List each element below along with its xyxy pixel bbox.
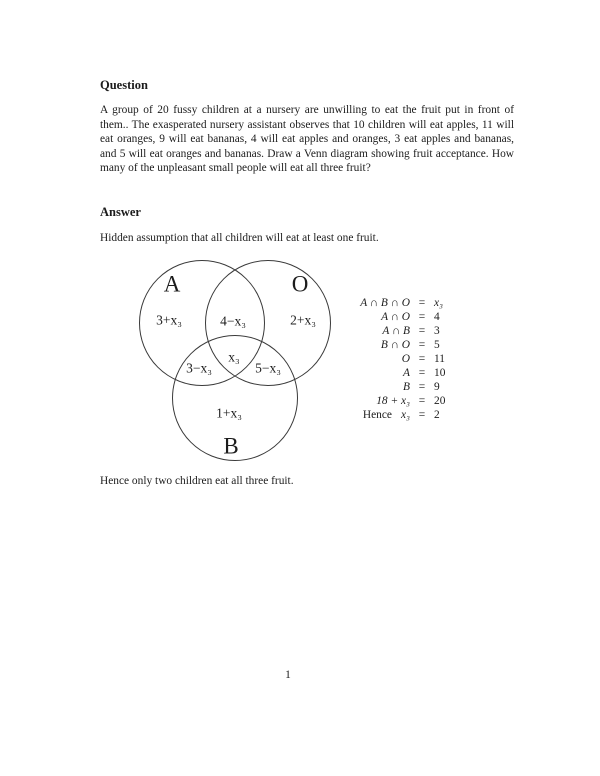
equation-row <box>348 366 472 380</box>
equation-rhs: 3 <box>434 325 440 337</box>
equation-lhs: B ∩ O <box>380 339 410 351</box>
venn-region-all-three: x₃ <box>228 349 240 365</box>
venn-set-label-o: O <box>291 271 309 297</box>
venn-region-bananas-only: 1+x₃ <box>216 405 242 421</box>
venn-set-label-a: A <box>163 271 181 297</box>
equals-sign: = <box>418 367 426 379</box>
equals-sign: = <box>418 353 426 365</box>
equation-rhs: 20 <box>434 395 446 407</box>
equation-row <box>348 296 472 310</box>
venn-region-oranges-bananas: 5−x₃ <box>255 360 281 376</box>
equation-rhs: 4 <box>434 311 440 323</box>
equation-rhs: 2 <box>434 409 440 421</box>
equation-row <box>348 310 472 324</box>
equation-row <box>348 380 472 394</box>
equation-row-conclusion <box>348 408 472 422</box>
equation-lhs: A <box>403 367 410 379</box>
equation-rhs: 5 <box>434 339 440 351</box>
equation-lhs: A ∩ B <box>382 325 410 337</box>
question-paragraph: A group of 20 fussy children at a nursery are unwilling to eat the fruit put in front of them.. The exasperated nursery assistant observes that 10 children will eat apples, 11 will eat oranges, 9 will eat bananas, 4 will eat apples and oranges, 3 eat apples and bananas, and 5 will eat oranges and bananas. Draw a Venn diagram showing fruit acceptance. How many of the unpleasant small people will eat all three fruit? <box>100 104 514 175</box>
equation-lhs: x₃ <box>400 409 410 421</box>
equation-lhs: B <box>403 381 410 393</box>
equation-block <box>348 296 472 422</box>
answer-conclusion-text: Hence only two children eat all three fruit. <box>100 475 294 487</box>
answer-heading: Answer <box>100 205 141 219</box>
equation-row <box>348 324 472 338</box>
equation-rhs: 10 <box>434 367 446 379</box>
equation-rhs: 11 <box>434 353 445 365</box>
equation-rhs: x₃ <box>434 297 444 309</box>
venn-region-apples-bananas: 3−x₃ <box>186 360 212 376</box>
venn-region-apples-oranges: 4−x₃ <box>220 313 246 329</box>
equation-lhs: O <box>401 353 410 365</box>
equation-rhs: 9 <box>434 381 440 393</box>
equals-sign: = <box>418 409 426 421</box>
venn-region-oranges-only: 2+x₃ <box>290 312 316 328</box>
answer-assumption-text: Hidden assumption that all children will eat at least one fruit. <box>100 232 379 244</box>
page-number: 1 <box>285 669 291 681</box>
equation-row <box>348 352 472 366</box>
equals-sign: = <box>418 311 426 323</box>
equation-row <box>348 338 472 352</box>
equation-lhs: A ∩ B ∩ O <box>360 297 410 309</box>
venn-region-apples-only: 3+x₃ <box>156 312 182 328</box>
question-heading: Question <box>100 78 148 92</box>
equals-sign: = <box>418 381 426 393</box>
equals-sign: = <box>418 297 426 309</box>
equals-sign: = <box>418 395 426 407</box>
equation-lhs: A ∩ O <box>381 311 410 323</box>
venn-set-label-b: B <box>223 433 239 459</box>
equation-lhs: 18 + x₃ <box>376 395 410 407</box>
equals-sign: = <box>418 325 426 337</box>
equals-sign: = <box>418 339 426 351</box>
equation-prefix-hence: Hence <box>362 409 392 421</box>
equation-row <box>348 394 472 408</box>
